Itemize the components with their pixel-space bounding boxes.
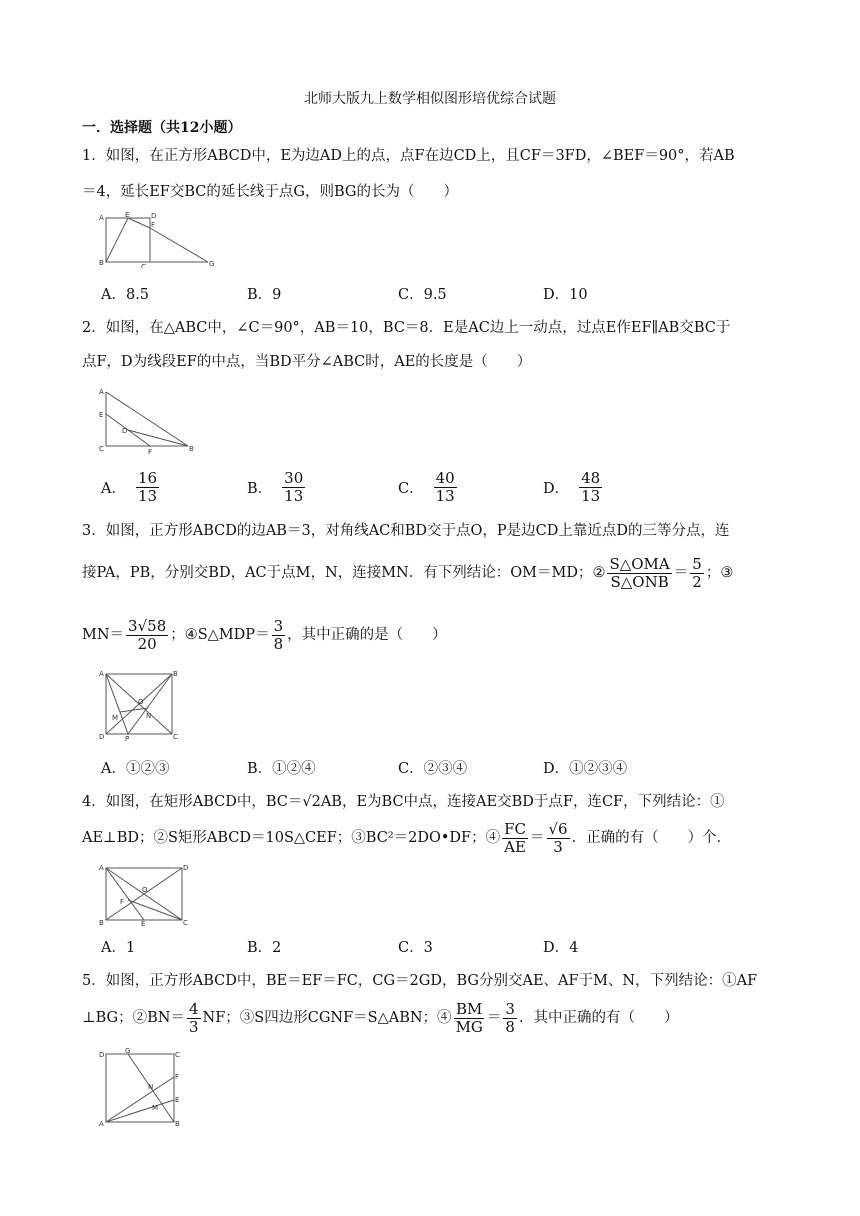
- q5-line2: ⊥BG；②BN＝ $\frac{4}{3}$ NF；③S四边形CGNF＝S△ABN；④ $\frac{BM}{MG}$ ＝ $\frac{3}{8}$ ．其中正确的有（ ）: [82, 999, 679, 1036]
- section-heading: 一．选择题（共12小题）: [82, 120, 242, 136]
- fig-label: O: [138, 698, 144, 706]
- q4-options: [101, 936, 781, 976]
- q3-option-b[interactable]: B．①②④: [247, 761, 316, 777]
- fig-label: A: [99, 388, 104, 396]
- fig-label: A: [99, 1120, 104, 1128]
- q2-options: [101, 470, 781, 510]
- q3-figure: [98, 668, 180, 742]
- fig-label: A: [99, 864, 104, 872]
- fig-label: E: [99, 411, 104, 419]
- value-fraction: $\frac{5}{2}$: [692, 554, 702, 591]
- fig-label: M: [152, 1104, 159, 1112]
- q3-line1: 3．如图，正方形ABCD的边AB＝3，对角线AC和BD交于点O，P是边CD上靠近点D的三等分点，连: [82, 523, 730, 539]
- q1-figure: [98, 212, 218, 268]
- fig-label: E: [141, 920, 146, 926]
- fig-label: B: [99, 259, 104, 267]
- fig-label: A: [99, 214, 104, 222]
- q4-option-b[interactable]: B．2: [247, 940, 282, 956]
- q2-line1: 2．如图，在△ABC中，∠C＝90°，AB＝10，BC＝8．E是AC边上一动点，过点E作EF∥AB交BC于: [82, 320, 731, 336]
- q5-figure: [98, 1048, 188, 1128]
- fig-label: F: [175, 1073, 180, 1081]
- q1-option-a[interactable]: A．8.5: [101, 287, 150, 303]
- value-fraction: $\frac{√6}{3}$: [548, 819, 568, 856]
- fig-label: E: [125, 212, 130, 219]
- q4-option-d[interactable]: D．4: [543, 940, 579, 956]
- q4-figure: [98, 862, 194, 926]
- text: ③: [720, 565, 734, 581]
- fig-label: B: [175, 1120, 180, 1128]
- text: OM＝MD；: [510, 565, 593, 581]
- fig-label: D: [122, 427, 128, 435]
- text: ，其中正确的是（ ）: [287, 627, 447, 643]
- fig-label: G: [125, 1048, 131, 1055]
- fig-label: D: [99, 733, 105, 741]
- q3-option-c[interactable]: C．②③④: [398, 761, 468, 777]
- fig-label: C: [175, 1051, 180, 1059]
- fig-label: B: [99, 919, 104, 926]
- option-label: D．: [543, 481, 570, 497]
- fig-label: O: [142, 886, 148, 894]
- q1-option-d[interactable]: D．10: [543, 287, 588, 303]
- ratio-fraction: $\frac{\text{S△OMA}}{\text{S△ONB}}$: [609, 554, 670, 591]
- text: AE⊥BD；②S矩形ABCD＝10S△CEF；③BC²＝2DO•DF；④: [82, 830, 501, 846]
- option-fraction: $\frac{48}{13}$: [581, 469, 601, 505]
- q3-line2: 接PA，PB，分别交BD，AC于点M，N，连接MN．有下列结论： OM＝MD； ② $\frac{\text{S△OMA}}{\text{S△ONB}}$ ＝ $\frac{5}{2}$ ； ③: [82, 554, 734, 591]
- q3-option-a[interactable]: A．①②③: [101, 761, 170, 777]
- fig-label: B: [173, 670, 178, 678]
- q4-option-c[interactable]: C．3: [398, 940, 433, 956]
- option-fraction: $\frac{16}{13}$: [137, 469, 158, 505]
- fig-label: A: [99, 670, 104, 678]
- q1-line1: 1．如图，在正方形ABCD中，E为边AD上的点，点F在边CD上，且CF＝3FD，∠BEF＝90°，若AB: [82, 148, 735, 164]
- ratio-fraction: $\frac{FC}{AE}$: [504, 819, 526, 856]
- ratio-fraction: $\frac{BM}{MG}$: [455, 999, 483, 1036]
- fig-label: D: [183, 864, 189, 872]
- text: ④: [184, 627, 198, 643]
- fig-label: M: [112, 714, 119, 722]
- q2-option-d[interactable]: [543, 470, 604, 505]
- fig-label: F: [151, 221, 156, 229]
- q2-option-b[interactable]: [247, 470, 307, 505]
- option-label: A．: [101, 481, 126, 497]
- q2-figure: [98, 386, 198, 456]
- mn-fraction: $\frac{3√58}{20}$: [128, 616, 167, 653]
- q4-line1: 4．如图，在矩形ABCD中，BC＝√2AB，E为BC中点，连接AE交BD于点F，连CF，下列结论：①: [82, 794, 725, 810]
- q4-option-a[interactable]: A．1: [101, 940, 136, 956]
- option-fraction: $\frac{40}{13}$: [435, 469, 455, 505]
- q2-line2: 点F，D为线段EF的中点，当BD平分∠ABC时，AE的长度是（ ）: [82, 354, 532, 370]
- fig-label: B: [189, 445, 194, 453]
- q1-option-b[interactable]: B．9: [247, 287, 282, 303]
- fig-label: D: [151, 212, 157, 220]
- option-fraction: $\frac{30}{13}$: [284, 469, 304, 505]
- fig-label: P: [125, 735, 130, 742]
- q1-options: [101, 283, 781, 323]
- fig-label: C: [141, 263, 146, 268]
- fig-label: G: [209, 260, 215, 268]
- text: ⊥BG；②BN＝: [82, 1010, 185, 1026]
- fig-label: C: [99, 445, 104, 453]
- q1-option-c[interactable]: C．9.5: [398, 287, 447, 303]
- bn-fraction: $\frac{4}{3}$: [189, 999, 199, 1036]
- q2-option-a[interactable]: [101, 470, 161, 505]
- q3-options: [101, 757, 781, 797]
- q4-line2: AE⊥BD；②S矩形ABCD＝10S△CEF；③BC²＝2DO•DF；④ $\frac{FC}{AE}$ ＝ $\frac{√6}{3}$ ．正确的有（ ）个．: [82, 819, 732, 856]
- page-title: 北师大版九上数学相似图形培优综合试题: [304, 91, 556, 107]
- fig-label: N: [148, 1083, 154, 1091]
- text: NF；③S四边形CGNF＝S△ABN；④: [202, 1010, 452, 1026]
- q3-option-d[interactable]: D．①②③④: [543, 761, 628, 777]
- text: S△MDP＝: [197, 627, 270, 643]
- text: 接PA，PB，分别交BD，AC于点M，N，连接MN．有下列结论：: [82, 565, 511, 581]
- q3-line3: MN＝ $\frac{3√58}{20}$ ； ④ S△MDP＝ $\frac{3}{8}$ ，其中正确的是（ ）: [82, 616, 447, 653]
- fig-label: D: [99, 1051, 105, 1059]
- q5-line1: 5．如图，正方形ABCD中，BE＝EF＝FC，CG＝2GD，BG分别交AE、AF于M、N，下列结论：①AF: [82, 973, 758, 989]
- fig-label: F: [148, 448, 153, 456]
- fig-label: E: [175, 1096, 180, 1104]
- fig-label: C: [173, 733, 178, 741]
- q2-option-c[interactable]: [398, 470, 459, 505]
- fig-label: N: [146, 712, 152, 720]
- q1-line2: ＝4，延长EF交BC的延长线于点G，则BG的长为（ ）: [82, 184, 458, 200]
- fig-label: C: [183, 919, 188, 926]
- text: ．其中正确的有（ ）: [518, 1010, 679, 1026]
- option-label: C．: [398, 481, 424, 497]
- value-fraction: $\frac{3}{8}$: [505, 999, 515, 1036]
- fig-label: F: [120, 898, 125, 906]
- option-label: B．: [247, 481, 273, 497]
- text: MN＝: [82, 627, 125, 643]
- text: ②: [592, 565, 606, 581]
- area-fraction: $\frac{3}{8}$: [273, 616, 284, 653]
- text: ．正确的有（ ）个．: [571, 830, 732, 846]
